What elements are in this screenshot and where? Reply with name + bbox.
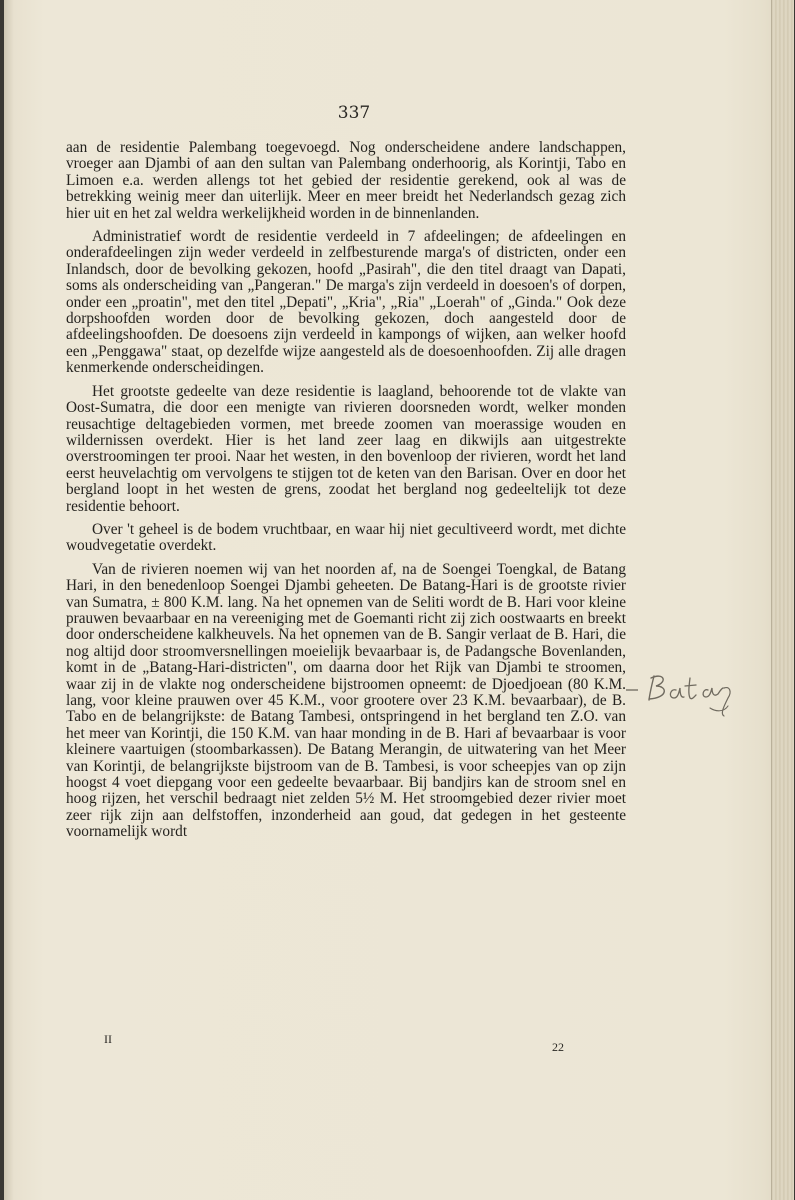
page-number: 337	[337, 103, 371, 123]
page-edge-stack	[771, 0, 794, 1200]
sheet-number: 22	[552, 1040, 564, 1054]
signature-mark: II	[104, 1032, 112, 1046]
body-text	[66, 140, 626, 848]
paragraph-1: aan de residentie Palembang toegevoegd. Nog onderscheidene andere landschappen, vroeger aan Djambi of aan den sultan van Palembang onderhoorig, als Korintji, Tabo en Limoen e.a. werden allengs tot het gebied der residentie gerekend, ook al was de betrekking weinig meer dan uiterlijk. Meer en meer breidt het Nederlandsch gezag zich hier uit en het zal weldra werkelijkheid worden in de binnenlanden.	[66, 139, 626, 222]
paragraph-2: Administratief wordt de residentie verdeeld in 7 afdeelingen; de afdeelingen en onderafdeelingen zijn weder verdeeld in zelfbesturende marga's of districten, onder een Inlandsch, door de bevolking gekozen, hoofd „Pasirah", die den titel draagt van Dapati, soms als onderscheiding van „Pangeran." De marga's zijn verdeeld in doesoen's of dorpen, onder een „proatin", met den titel „Depati", „Kria", „Ria" „Loerah" of „Ginda." Ook deze dorpshoofden worden door de bevolking gekozen, doch aangesteld door de afdeelingshoofden. De doesoens zijn verdeeld in kampongs of wijken, aan welker hoofd een „Penggawa" staat, op dezelfde wijze aangesteld als de doesoenhoofden. Zij alle dragen kenmerkende onderscheidingen.	[66, 228, 626, 377]
handwritten-marginal-note	[624, 664, 744, 724]
handwritten-batang-signature	[624, 664, 744, 724]
paragraph-5: Van de rivieren noemen wij van het noorden af, na de Soengei Toengkal, de Batang Hari, in den benedenloop Soengei Djambi geheeten. De Batang-Hari is de grootste rivier van Sumatra, ± 800 K.M. lang. Na het opnemen van de Seliti wordt de B. Hari voor kleine prauwen bevaarbaar en na vereeniging met de Goemanti richt zij zich oostwaarts en breekt door onderscheidene kalkheuvels. Na het opnemen van de B. Sangir verlaat de B. Hari, die nog altijd door stroomversnellingen moeielijk bevaarbaar is, de Padangsche Bovenlanden, komt in de „Batang-Hari-districten", om daarna door het Rijk van Djambi te stroomen, waar zij in de vlakte nog onderscheidene bijstroomen opneemt: de Djoedjoean (80 K.M. lang, voor kleine prauwen over 45 K.M., voor grootere over 23 K.M. bevaarbaar), de B. Tabo en de belangrijkste: de Batang Tambesi, ontspringend in het bergland ten Z.O. van het meer van Korintji, die 150 K.M. van haar monding in de B. Hari af bevaarbaar is voor kleinere vaartuigen (stoombarkassen). De Batang Merangin, de uitwatering van het Meer van Korintji, de belangrijkste bijstroom van de B. Tambesi, is voor scheepjes van op zijn hoogst 4 voet diepgang voor een gedeelte bevaarbaar. Bij bandjirs kan de stroom snel en hoog rijzen, het verschil bedraagt niet zelden 5½ M. Het stroomgebied dezer rivier moet zeer rijk zijn aan delfstoffen, inzonderheid aan goud, dat gedegen in het gesteente voornamelijk wordt	[66, 560, 626, 841]
paragraph-3: Het grootste gedeelte van deze residentie is laagland, behoorende tot de vlakte van Oost-Sumatra, die door een menigte van rivieren doorsneden wordt, welker monden reusachtige deltagebieden vormen, met breede zoomen van moerassige wouden en wildernissen overdekt. Hier is het land zeer laag en dikwijls aan uitgestrekte overstroomingen ter prooi. Naar het westen, in den bovenloop der rivieren, wordt het land eerst heuvelachtig om vervolgens te stijgen tot de keten van den Barisan. Over en door het bergland loopt in het westen de grens, zoodat het bergland nog gedeeltelijk tot deze residentie behoort.	[66, 382, 626, 515]
paragraph-4: Over 't geheel is de bodem vruchtbaar, en waar hij niet gecultiveerd wordt, met dichte woudvegetatie overdekt.	[66, 520, 626, 555]
book-page	[4, 0, 794, 1200]
